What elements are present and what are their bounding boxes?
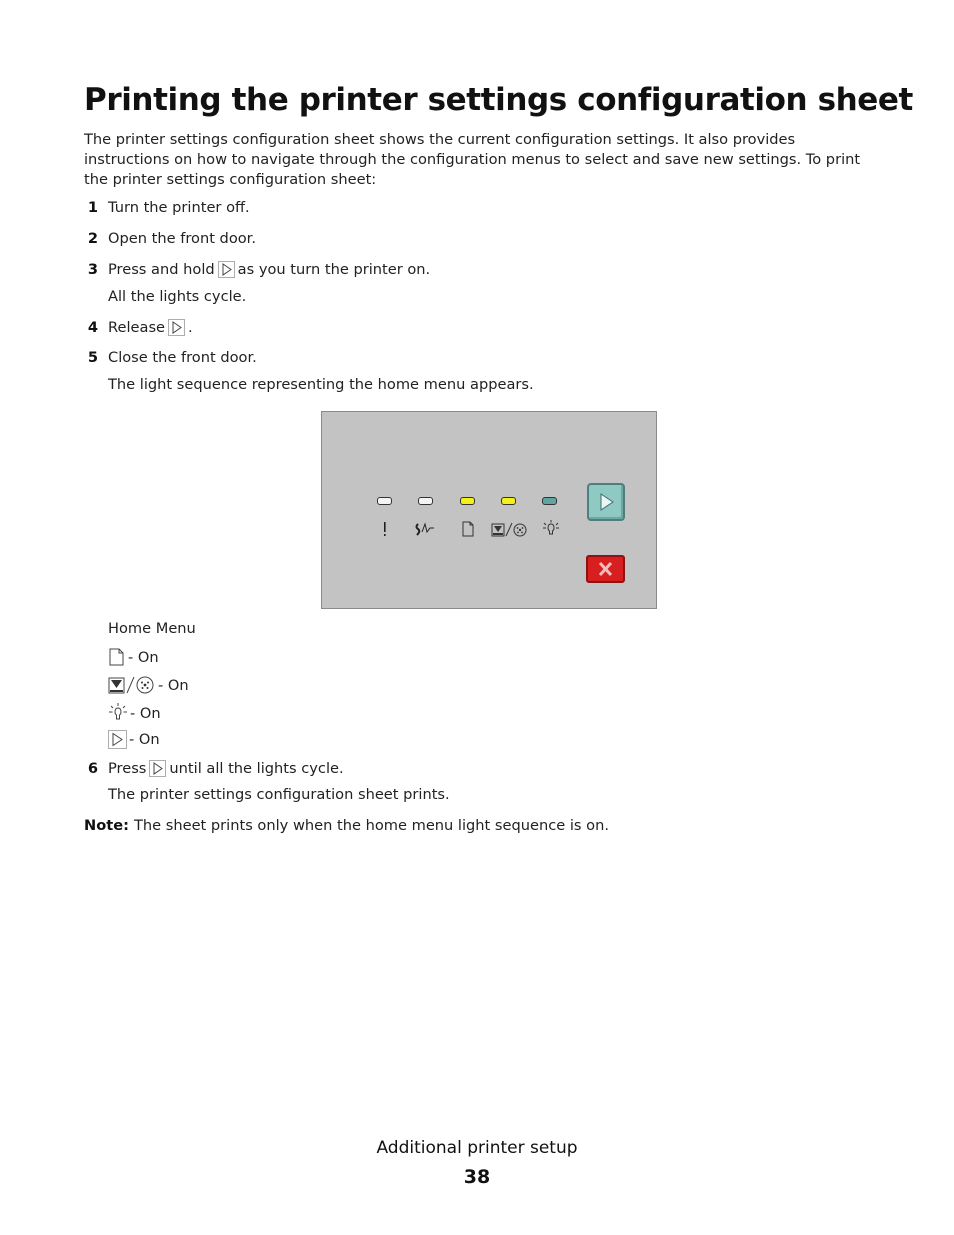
step-label: Close the front door. bbox=[108, 349, 257, 366]
step-text bbox=[108, 319, 193, 336]
step-text bbox=[108, 760, 344, 777]
page-title: Printing the printer settings configuration sheet bbox=[84, 82, 913, 118]
error-icon bbox=[374, 520, 396, 538]
step-label: . bbox=[188, 319, 193, 336]
note-label: Note: bbox=[84, 817, 129, 834]
step-label: until all the lights cycle. bbox=[169, 760, 344, 777]
toner-led bbox=[501, 497, 516, 505]
legend-label: - On bbox=[128, 648, 159, 666]
step-number: 2 bbox=[87, 230, 98, 247]
load-paper-icon bbox=[457, 520, 479, 538]
toner-drum-icon bbox=[108, 675, 156, 695]
step-label: as you turn the printer on. bbox=[237, 261, 431, 278]
step-text bbox=[108, 261, 430, 278]
load-paper-led bbox=[460, 497, 475, 505]
legend-label: - On bbox=[129, 731, 160, 748]
step-text bbox=[108, 349, 257, 366]
step-label: Press and hold bbox=[108, 261, 215, 278]
go-button-icon bbox=[587, 483, 625, 521]
paper-jam-led bbox=[418, 497, 433, 505]
continue-icon bbox=[108, 730, 127, 749]
stop-button-icon bbox=[586, 555, 625, 583]
paper-jam-icon bbox=[414, 520, 436, 538]
legend-label: - On bbox=[130, 704, 161, 722]
legend-title: Home Menu bbox=[108, 620, 196, 637]
legend-item bbox=[108, 675, 189, 695]
step-number: 4 bbox=[87, 319, 98, 336]
continue-icon bbox=[218, 261, 235, 278]
toner-drum-icon bbox=[490, 520, 530, 538]
step-note: The printer settings configuration sheet prints. bbox=[108, 786, 450, 803]
step-label: Turn the printer off. bbox=[108, 199, 250, 216]
step-label: Open the front door. bbox=[108, 230, 256, 247]
step-text bbox=[108, 199, 250, 216]
step-note: The light sequence representing the home menu appears. bbox=[108, 376, 534, 393]
step-number: 5 bbox=[87, 349, 98, 366]
load-paper-icon bbox=[108, 648, 126, 666]
step-number: 3 bbox=[87, 261, 98, 278]
legend-item bbox=[108, 648, 159, 666]
ready-led bbox=[542, 497, 557, 505]
step-note: All the lights cycle. bbox=[108, 288, 247, 305]
ready-icon bbox=[540, 520, 562, 538]
step-number: 1 bbox=[87, 199, 98, 216]
note-text: The sheet prints only when the home menu light sequence is on. bbox=[133, 817, 609, 834]
intro-paragraph: The printer settings configuration sheet shows the current configuration settings. It also provides instructions on how to navigate through the configuration menus to select and save new settings. To print the printer settings configuration sheet: bbox=[84, 131, 861, 188]
error-led bbox=[377, 497, 392, 505]
step-number: 6 bbox=[87, 760, 98, 777]
page-number: 38 bbox=[463, 1166, 491, 1188]
legend-item bbox=[108, 730, 160, 749]
note bbox=[84, 817, 609, 834]
printer-control-panel bbox=[321, 411, 657, 609]
continue-icon bbox=[149, 760, 166, 777]
step-label: Release bbox=[108, 319, 166, 336]
legend-label: - On bbox=[158, 676, 189, 694]
continue-icon bbox=[168, 319, 185, 336]
legend-item bbox=[108, 703, 161, 723]
ready-icon bbox=[108, 703, 128, 723]
step-text bbox=[108, 230, 256, 247]
step-label: Press bbox=[108, 760, 147, 777]
footer-section-title: Additional printer setup bbox=[376, 1138, 578, 1158]
